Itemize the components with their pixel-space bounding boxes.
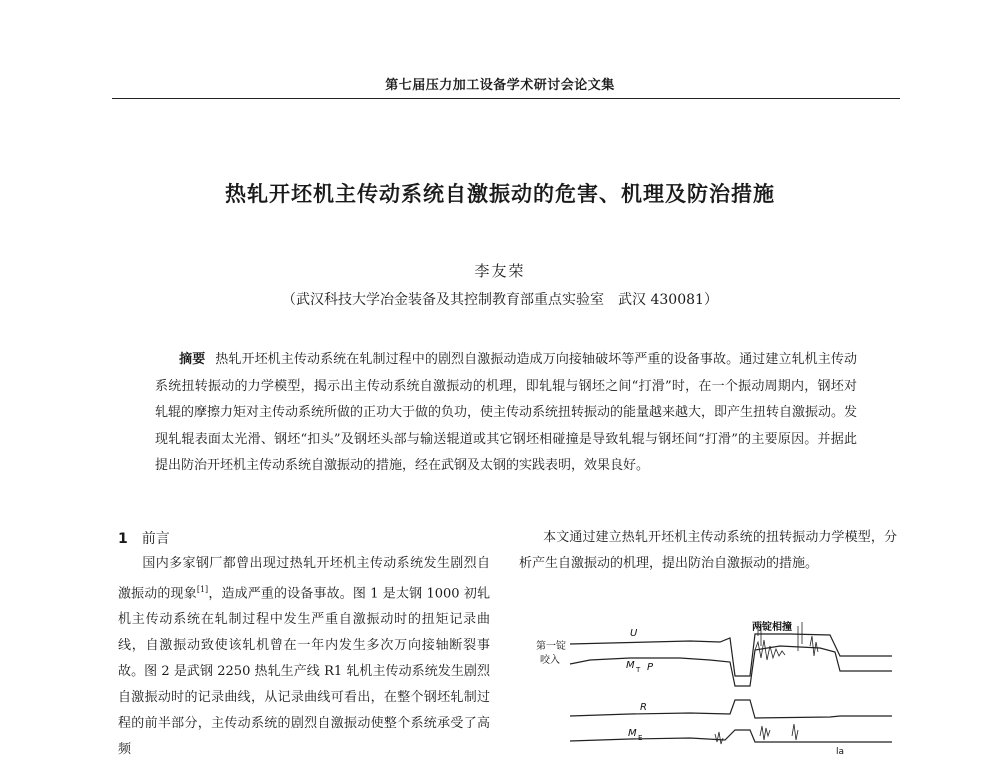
author: 李友荣 [474, 262, 526, 280]
running-header: 第七届压力加工设备学术研讨会论文集 [385, 78, 615, 93]
abstract [155, 347, 857, 480]
fig-label-mtp: M [626, 660, 635, 671]
abstract-text: 热轧开坯机主传动系统在轧制过程中的剧烈自激振动造成万向接轴破坏等严重的设备事故。通过建立轧机主传动系统扭转振动的力学模型，揭示出主传动系统自激振动的机理，即轧辊与钢坯之间“打滑”时，在一个振动周期内，钢坯对轧辊的摩擦力矩对主传动系统所做的正功大于做的负功，使主传动系统扭转振动的能量越来越大，即产生扭转自激振动。发现轧辊表面太光滑、钢坯“扣头”及钢坯头部与输送辊道或其它钢坯相碰撞是导致轧辊与钢坯间“打滑”的主要原因。并据此提出防治开坯机主传动系统自激振动的措施，经在武钢及太钢的实践表明，效果良好。 [155, 352, 858, 473]
fig-label-r: R [640, 702, 647, 713]
section-heading [118, 528, 170, 548]
fig-label-la: la [836, 747, 845, 757]
abstract-label: 摘要 [179, 352, 206, 367]
fig-label-mtp-sub: T [636, 666, 641, 674]
body-column-right [519, 525, 897, 577]
trace-mtp [570, 646, 892, 686]
affiliation: （武汉科技大学冶金装备及其控制教育部重点实验室 武汉 430081） [282, 292, 718, 308]
torque-record-figure [530, 616, 892, 759]
fig-label-u: U [630, 628, 638, 639]
fig-label-bite: 咬入 [540, 655, 560, 666]
trace-me-noise [715, 724, 798, 744]
trace-r [570, 700, 892, 718]
fig-label-p: P [647, 662, 654, 673]
body-column-left [118, 551, 490, 763]
col1-text-a: 国内多家钢厂都曾出现过热轧开坯机主传动系统发生剧烈自激振动的现象 [118, 556, 490, 602]
col1-text-b: ，造成严重的设备事故。图 1 是太钢 1000 初轧机主传动系统在轧制过程中发生严重自激振动时的扭矩记录曲线，自激振动致使该轧机曾在一年内发生多次万向接轴断裂事故。图 2 是武钢 2250 热轧生产线 R1 轧机主传动系统发生剧烈自激振动时的记录曲线，从记录曲线可看出，在整个钢坯轧制过程的前半部分，主传动系统的剧烈自激振动使整个系统承受了高频 [118, 586, 490, 758]
fig-label-me-sub: E [638, 734, 643, 742]
fig-label-collision: 两锭相撞 [752, 622, 792, 633]
col2-paragraph: 本文通过建立热轧开坯机主传动系统的扭转振动力学模型，分析产生自激振动的机理，提出防治自激振动的措施。 [519, 530, 897, 571]
header-rule [112, 98, 900, 99]
section-number: 1 [118, 531, 128, 547]
paper-title: 热轧开坯机主传动系统自激振动的危害、机理及防治措施 [225, 182, 775, 206]
fig-label-me: M [628, 728, 637, 739]
section-title: 前言 [141, 531, 170, 547]
trace-me [570, 730, 892, 742]
citation-ref: [1] [196, 585, 209, 594]
fig-label-first: 第一锭 [536, 641, 566, 652]
